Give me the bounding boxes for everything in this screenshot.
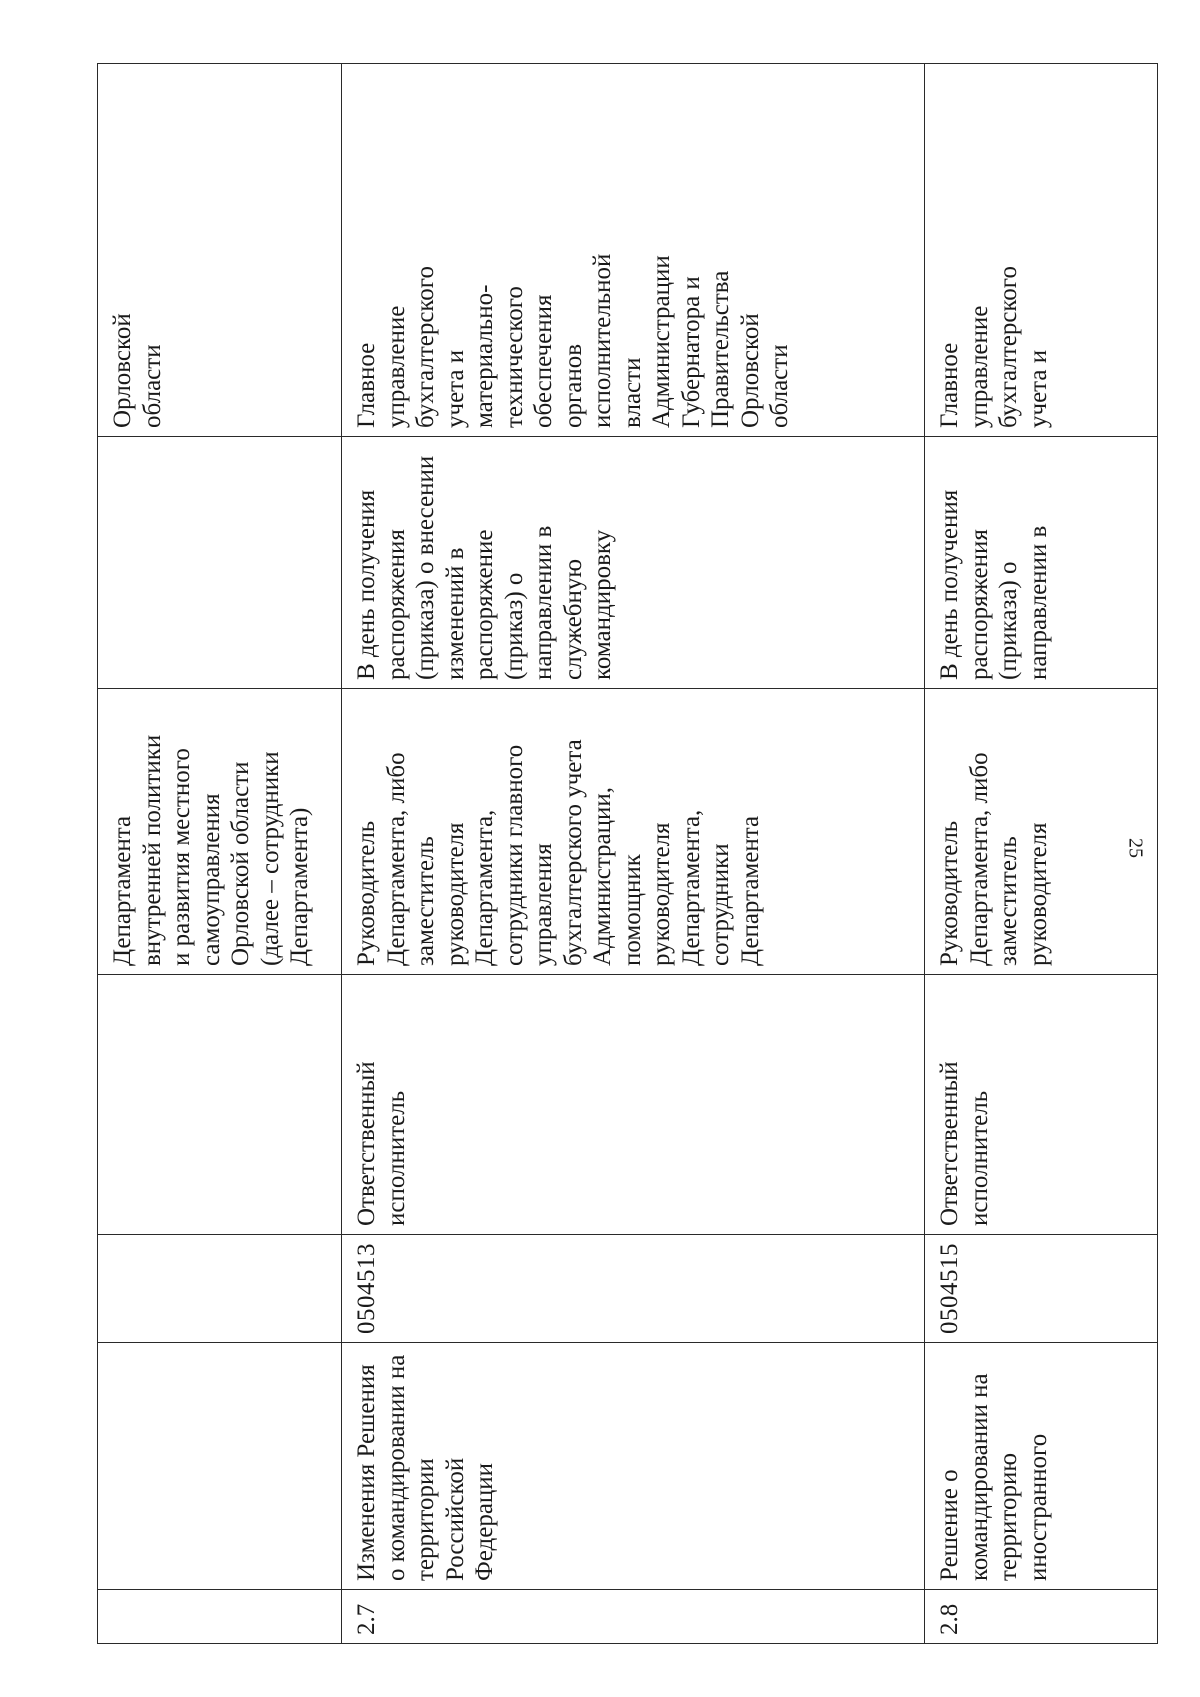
rotated-table-container (97, 64, 1157, 1644)
table-row (925, 64, 1158, 1644)
recipient-cell: Главное управление бухгалтерского учета и (925, 64, 1158, 437)
page-number: 25 (1124, 838, 1147, 858)
row-number (98, 1590, 342, 1644)
table-row (342, 64, 925, 1644)
responsible-cell (98, 975, 342, 1235)
row-number: 2.7 (342, 1590, 925, 1644)
form-code: 0504515 (925, 1235, 1158, 1343)
responsible-cell: Ответственный исполнитель (342, 975, 925, 1235)
row-number: 2.8 (925, 1590, 1158, 1644)
recipient-cell: Главное управление бухгалтерского учета и материально- технического обеспечения органов исполнительной власти Администрации Губернатора и Правительства Орловской области (342, 64, 925, 437)
document-name: Изменения Решения о командировании на территории Российской Федерации (342, 1343, 925, 1590)
deadline-cell: В день получения распоряжения (приказа) о внесении изменений в распоряжение (приказ) о направлении в служебную командировку (342, 437, 925, 689)
recipient-cell: Орловской области (98, 64, 342, 437)
participants-cell: Департамента внутренней политики и развития местного самоуправления Орловской области (далее – сотрудники Департамента) (98, 689, 342, 975)
table-row (98, 64, 342, 1644)
participants-cell: Руководитель Департамента, либо заместитель руководителя Департамента, сотрудники главного управления бухгалтерского учета Администрации, помощник руководителя Департамента, сотрудники Департамента (342, 689, 925, 975)
form-code: 0504513 (342, 1235, 925, 1343)
responsible-cell: Ответственный исполнитель (925, 975, 1158, 1235)
document-name: Решение о командировании на территорию иностранного (925, 1343, 1158, 1590)
form-code (98, 1235, 342, 1343)
deadline-cell (98, 437, 342, 689)
deadline-cell: В день получения распоряжения (приказа) о направлении в (925, 437, 1158, 689)
document-table (97, 63, 1158, 1644)
participants-cell: Руководитель Департамента, либо заместитель руководителя (925, 689, 1158, 975)
document-name (98, 1343, 342, 1590)
